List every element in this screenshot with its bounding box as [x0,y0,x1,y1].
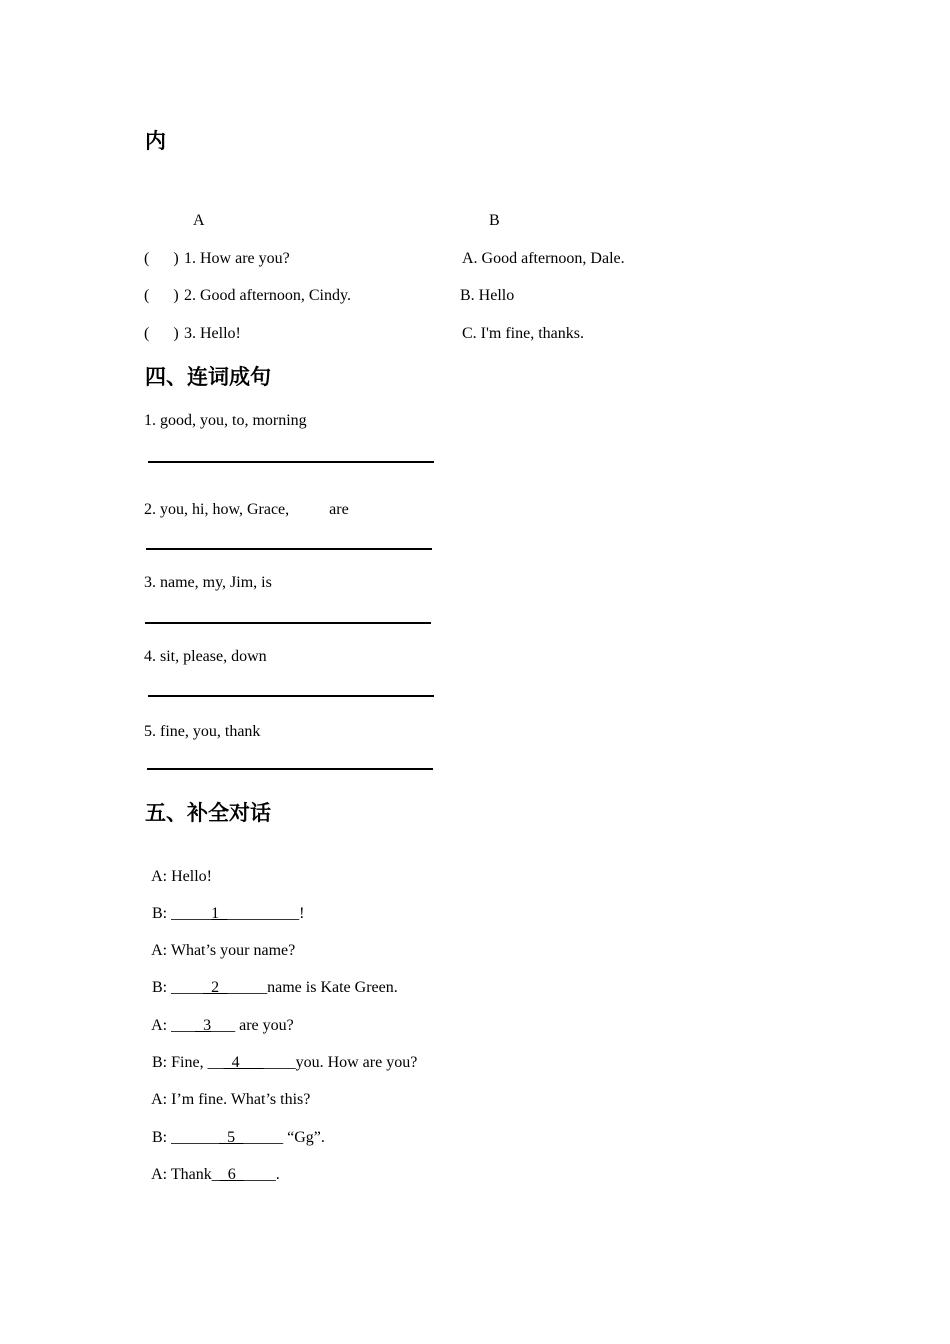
answer-paren[interactable]: ( ) [144,325,179,342]
line-text: _____name is Kate Green. [227,979,398,996]
scrambled-words: 2. you, hi, how, Grace, are [144,501,349,518]
dialogue-line [144,1033,417,1073]
answer-line[interactable] [147,768,433,770]
section-five-title: 五、补全对话 [145,801,271,825]
dialogue-line [144,1108,325,1148]
line-text: A: ___ [151,1017,196,1034]
blank-number[interactable]: _4___ [223,1054,264,1071]
match-question: 2. Good afternoon, Cindy. [184,287,351,304]
dialogue-line [144,958,398,998]
scrambled-words: 3. name, my, Jim, is [144,574,272,591]
line-text: ___ are you? [211,1017,294,1034]
answer-paren[interactable]: ( ) [144,250,179,267]
line-text: A: I’m fine. What’s this? [151,1091,311,1108]
answer-paren[interactable]: ( ) [144,287,179,304]
line-text: _____ “Gg”. [243,1129,325,1146]
answer-line[interactable] [148,461,434,463]
match-question: 3. Hello! [184,325,241,342]
column-a-header: A [193,212,205,229]
line-text: B: _____ [152,905,212,922]
line-text: A: Hello! [151,868,212,885]
dialogue-line [144,1145,280,1185]
match-answer: C. I'm fine, thanks. [462,325,584,342]
answer-line[interactable] [145,622,431,624]
dialogue-line [144,921,295,961]
dialogue-line [144,1070,310,1110]
blank-number[interactable]: _3 [195,1017,212,1034]
blank-number[interactable]: 1_ [211,905,228,922]
answer-line[interactable] [148,695,434,697]
line-text: B: ______ [152,1129,220,1146]
match-question: 1. How are you? [184,250,290,267]
column-b-header: B [489,212,500,229]
blank-number[interactable]: _2_ [203,979,228,996]
line-text: _________! [227,905,305,922]
scrambled-words: 1. good, you, to, morning [144,412,307,429]
line-text: ____. [243,1166,280,1183]
scrambled-words: 5. fine, you, thank [144,723,261,740]
line-text: ____you. How are you? [263,1054,418,1071]
line-text: A: Thank_ [151,1166,220,1183]
match-answer: B. Hello [460,287,515,304]
line-text: A: What’s your name? [151,942,296,959]
dialogue-line [144,847,212,887]
dialogue-line [144,884,304,924]
match-answer: A. Good afternoon, Dale. [462,250,625,267]
blank-number[interactable]: _6_ [219,1166,244,1183]
blank-number[interactable]: _5_ [219,1129,244,1146]
line-text: B: Fine, __ [152,1054,224,1071]
section-four-title: 四、连词成句 [145,365,271,389]
top-character: 内 [145,129,166,153]
dialogue-line [144,996,294,1036]
line-text: B: ____ [152,979,204,996]
answer-line[interactable] [146,548,432,550]
scrambled-words: 4. sit, please, down [144,648,267,665]
